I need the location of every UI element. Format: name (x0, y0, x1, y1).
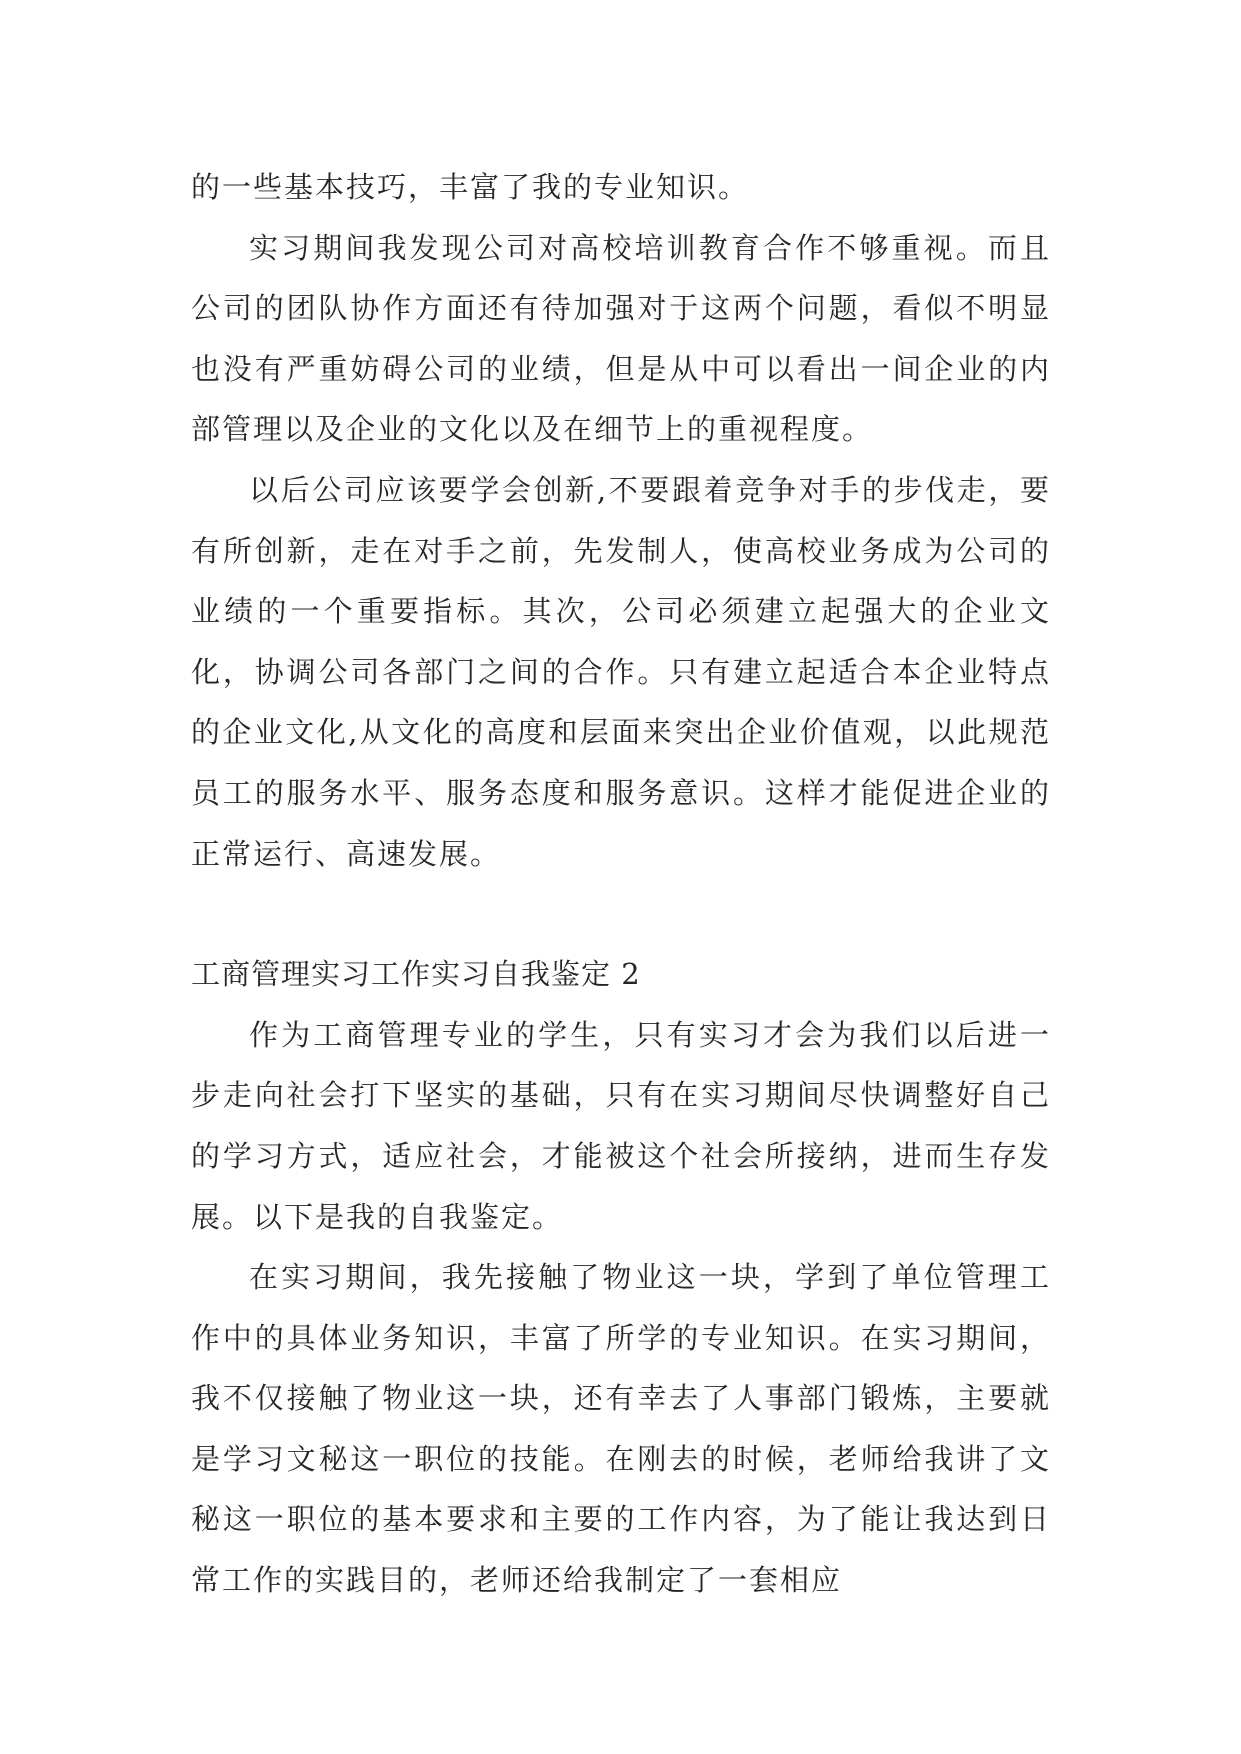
document-body (191, 157, 1051, 1611)
paragraph-continuation: 的一些基本技巧，丰富了我的专业知识。 (191, 170, 750, 204)
paragraph-internship-issues: 实习期间我发现公司对高校培训教育合作不够重视。而且公司的团队协作方面还有待加强对于这两个问题，看似不明显也没有严重妨碍公司的业绩，但是从中可以看出一间企业的内部管理以及企业的文化以及在细节上的重视程度。 (191, 230, 1051, 447)
paragraph-intro: 作为工商管理专业的学生，只有实习才会为我们以后进一步走向社会打下坚实的基础，只有在实习期间尽快调整好自己的学习方式，适应社会，才能被这个社会所接纳，进而生存发展。以下是我的自我鉴定。 (191, 1017, 1051, 1234)
paragraph-innovation: 以后公司应该要学会创新,不要跟着竞争对手的步伐走，要有所创新，走在对手之前，先发制人，使高校业务成为公司的业绩的一个重要指标。其次，公司必须建立起强大的企业文化，协调公司各部门之间的合作。只有建立起适合本企业特点的企业文化,从文化的高度和层面来突出企业价值观，以此规范员工的服务水平、服务态度和服务意识。这样才能促进企业的正常运行、高速发展。 (191, 472, 1051, 871)
paragraph-internship-experience: 在实习期间，我先接触了物业这一块，学到了单位管理工作中的具体业务知识，丰富了所学的专业知识。在实习期间，我不仅接触了物业这一块，还有幸去了人事部门锻炼，主要就是学习文秘这一职位的技能。在刚去的时候，老师给我讲了文秘这一职位的基本要求和主要的工作内容，为了能让我达到日常工作的实践目的，老师还给我制定了一套相应 (191, 1260, 1051, 1598)
section-heading: 工商管理实习工作实习自我鉴定 2 (191, 957, 641, 992)
section-gap (191, 884, 1051, 944)
